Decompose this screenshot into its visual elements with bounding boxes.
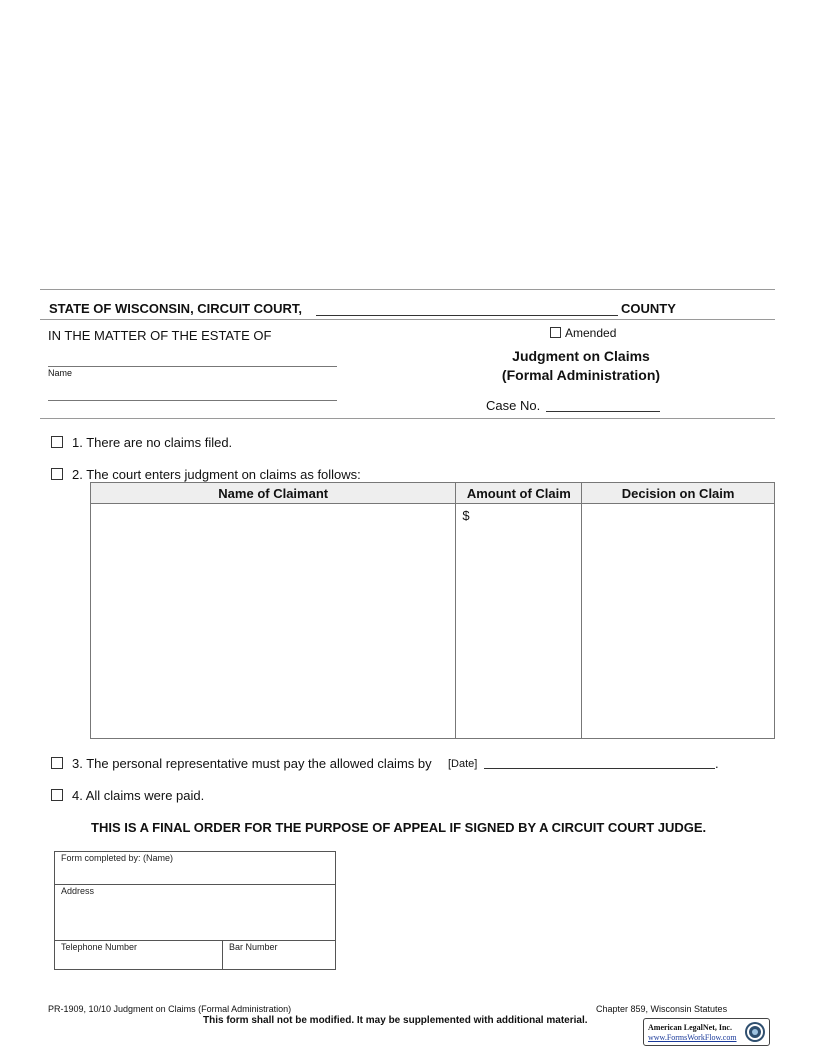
item2-text: 2. The court enters judgment on claims as follows: xyxy=(72,467,361,482)
form-subtitle: (Formal Administration) xyxy=(501,367,661,383)
item3-period: . xyxy=(715,756,719,771)
item2-checkbox[interactable] xyxy=(51,468,63,480)
claimant-name-cell[interactable] xyxy=(91,504,456,739)
table-row xyxy=(91,504,775,739)
currency-symbol: $ xyxy=(462,508,470,523)
form-completed-box xyxy=(54,851,336,970)
pay-by-date-input[interactable] xyxy=(484,768,715,769)
claim-amount-header: Amount of Claim xyxy=(456,483,582,504)
item3-date-label: [Date] xyxy=(448,758,478,770)
county-input[interactable] xyxy=(316,315,618,316)
form-title: Judgment on Claims xyxy=(512,348,650,364)
case-no-input[interactable] xyxy=(546,411,660,412)
completed-box-divider-3 xyxy=(222,940,223,970)
claimant-name-header: Name of Claimant xyxy=(91,483,456,504)
american-legalnet-logo[interactable] xyxy=(643,1018,770,1046)
county-label: COUNTY xyxy=(621,301,676,316)
claims-table xyxy=(90,482,775,739)
logo-emblem-icon xyxy=(744,1021,766,1043)
form-id: PR-1909, 10/10 Judgment on Claims (Formal Administration) xyxy=(48,1004,292,1014)
estate-name-input[interactable] xyxy=(48,366,337,367)
logo-url: www.FormsWorkFlow.com xyxy=(648,1033,737,1042)
name-label: Name xyxy=(48,368,73,378)
claim-decision-header: Decision on Claim xyxy=(582,483,775,504)
item3-checkbox[interactable] xyxy=(51,757,63,769)
item4-checkbox[interactable] xyxy=(51,789,63,801)
claim-decision-cell[interactable] xyxy=(582,504,775,739)
top-rule xyxy=(40,289,775,290)
completed-box-divider-2 xyxy=(54,940,336,941)
item1-text: 1. There are no claims filed. xyxy=(72,435,233,450)
caption-rule xyxy=(40,418,775,419)
state-court-label: STATE OF WISCONSIN, CIRCUIT COURT, xyxy=(49,301,303,316)
item4-text: 4. All claims were paid. xyxy=(72,788,205,803)
amended-checkbox[interactable] xyxy=(550,327,561,338)
address-field[interactable]: Address xyxy=(61,886,95,896)
claim-amount-cell[interactable] xyxy=(456,504,582,739)
logo-company: American LegalNet, Inc. xyxy=(648,1023,732,1032)
bar-number-field[interactable]: Bar Number xyxy=(229,942,278,952)
completed-box-divider-1 xyxy=(54,884,336,885)
item3-text: 3. The personal representative must pay the allowed claims by xyxy=(72,756,432,771)
item1-checkbox[interactable] xyxy=(51,436,63,448)
modification-notice: This form shall not be modified. It may be supplemented with additional material. xyxy=(203,1015,588,1026)
case-no-label: Case No. xyxy=(486,398,541,413)
final-order-notice: THIS IS A FINAL ORDER FOR THE PURPOSE OF APPEAL IF SIGNED BY A CIRCUIT COURT JUDGE. xyxy=(91,820,707,835)
statute-reference: Chapter 859, Wisconsin Statutes xyxy=(596,1004,728,1014)
estate-name-line-2[interactable] xyxy=(48,400,337,401)
header-rule xyxy=(40,319,775,320)
completed-by-field[interactable]: Form completed by: (Name) xyxy=(61,853,174,863)
claims-table-header xyxy=(91,483,775,504)
estate-of-label: IN THE MATTER OF THE ESTATE OF xyxy=(48,328,272,343)
telephone-field[interactable]: Telephone Number xyxy=(61,942,138,952)
amended-label: Amended xyxy=(565,326,617,340)
